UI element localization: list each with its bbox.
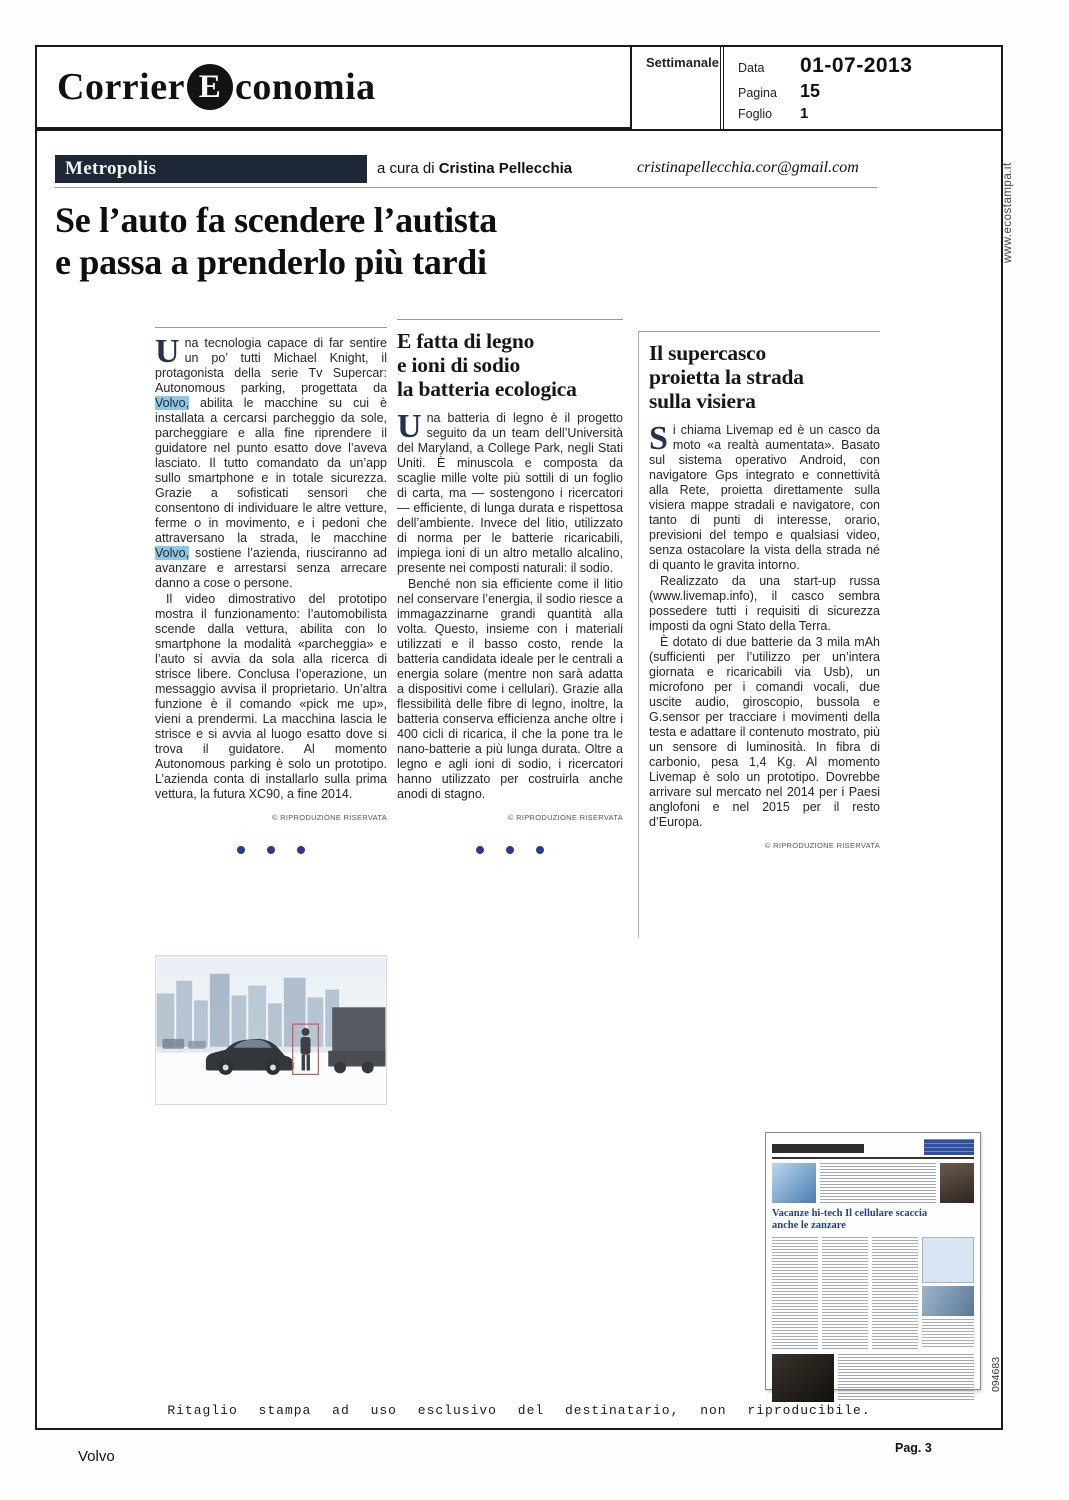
thumbnail-headline: Vacanze hi-tech Il cellulare scaccia anche le zanzare (772, 1208, 928, 1232)
headline-line: e passa a prenderlo più tardi (55, 242, 487, 283)
section-band: Metropolis (55, 155, 367, 183)
thumbnail-text-column (822, 1237, 868, 1349)
brand-highlight: Volvo, (155, 396, 190, 410)
article-title-line: sulla visiera (649, 389, 756, 414)
thumbnail-topright-box (924, 1139, 974, 1155)
article-supercasco (638, 331, 880, 937)
article-title-line: proietta la strada (649, 365, 804, 390)
ecostampa-watermark: www.ecostampa.it (1002, 162, 1014, 263)
article-title-line: la batteria ecologica (397, 377, 577, 402)
thumbnail-small-photo (922, 1286, 974, 1316)
brand-highlight: Volvo, (155, 546, 190, 560)
dot (536, 846, 544, 854)
drop-cap: S (649, 420, 668, 458)
frequency-label: Settimanale (646, 55, 719, 70)
article-paragraph: È dotato di due batterie da 3 mila mAh (sufficienti per l’utilizzo per un’intera giornata e ricaricabili via Usb), un microfono per i comandi vocali, due uscite audio, giroscopio, bussola e G.sensor per tracciare i movimenti della testa e adattare il contenuto mostrato, più un sensore di luminosità. In fibra di carbonio, pesa 1,4 Kg. Al momento Livemap è solo un prototipo. Dovrebbe arrivare sul mercato nel 2014 per i Paesi anglofoni e nel 2015 per il resto d’Europa. (649, 635, 880, 830)
photo-wash-overlay (157, 956, 386, 1104)
curator-line (377, 160, 572, 177)
clipping-header-right (632, 47, 1001, 131)
main-headline (55, 199, 497, 283)
drop-cap: U (397, 408, 422, 446)
article-autonomous-parking (155, 327, 387, 858)
article-title-line: E fatta di legno (397, 329, 535, 353)
curator-name: Cristina Pellecchia (438, 160, 573, 177)
dot (506, 846, 514, 854)
related-page-thumbnail (765, 1132, 981, 1390)
article-body (649, 420, 880, 830)
dot (267, 846, 275, 854)
clipping-frame (35, 45, 1003, 1430)
clipping-meta-box (720, 47, 1001, 129)
copyright-credit: © RIPRODUZIONE RISERVATA (764, 841, 880, 851)
dot (297, 846, 305, 854)
meta-label: Foglio (738, 107, 773, 121)
thumbnail-photo-portrait (940, 1163, 974, 1203)
thumbnail-side-column (922, 1237, 974, 1349)
meta-value-sheet: 1 (800, 105, 809, 122)
copyright-credit: © RIPRODUZIONE RISERVATA (271, 813, 387, 822)
logo-prefix: Corrier (57, 66, 185, 108)
thumbnail-photo-dark (772, 1354, 834, 1402)
article-photo-snow-car (155, 955, 387, 1105)
dot (476, 846, 484, 854)
end-of-article-dots (155, 843, 387, 858)
header-rule (55, 187, 877, 188)
thumbnail-text-column (872, 1237, 918, 1349)
thumbnail-photo-laptop (772, 1163, 816, 1203)
article-paragraph: Si chiama Livemap ed è un casco da moto «a realtà aumentata». Basato sul sistema operativo Android, con navigatore Gps integrato e connettività alla Rete, proietta direttamente sulla visiera mappe stradali e navigatore, con tanto di punti di interesse, orario, previsioni del tempo e qualsiasi video, senza ostacolare la vista della strada né di quanto le gravita intorno. (649, 420, 880, 573)
logo-e-monogram: E (187, 64, 233, 110)
meta-value-page: 15 (800, 81, 821, 101)
thumbnail-table-block (922, 1237, 974, 1283)
article-body (397, 408, 623, 802)
meta-row-sheet (738, 105, 1001, 122)
clipping-page-ref: Pag. 3 (895, 1441, 932, 1455)
meta-row-page (738, 81, 1001, 102)
article-title (397, 329, 623, 401)
article-title-line: e ioni di sodio (397, 353, 521, 378)
curator-email: cristinapellecchia.cor@gmail.com (637, 159, 859, 176)
thumbnail-body (772, 1237, 974, 1349)
newspaper-masthead (37, 47, 632, 131)
meta-row-data (738, 54, 1001, 78)
article-wood-battery (397, 319, 623, 858)
article-paragraph: Il video dimostrativo del prototipo mostra il funzionamento: l’automobilista scende dalla vettura, abilita con lo smartphone la modalità «parcheggia» e l’auto si avvia da sola alla ricerca di strisce libere. Conclusa l’operazione, un messaggio avvisa il proprietario. Un’altra funzione è il comando «pick me up», vieni a prendermi. La macchina lascia le strisce e si avvia al luogo esatto dove si trova il guidatore. Al momento Autonomous parking è solo un prototipo. L’azienda conta di installarlo sulla prima vettura, la futura XC90, a fine 2014. (155, 592, 387, 801)
end-of-article-dots (397, 843, 623, 858)
dot (237, 846, 245, 854)
drop-cap: U (155, 333, 180, 370)
thumbnail-bottom-row (772, 1354, 974, 1402)
article-paragraph: Realizzato da una start-up russa (www.livemap.info), il casco sembra possedere tutti i requisiti di sicurezza imposti da ogni Stato della Terra. (649, 574, 880, 634)
logo-suffix: conomia (234, 66, 376, 108)
thumbnail-text-lines (922, 1319, 974, 1349)
thumbnail-text-lines (820, 1163, 936, 1203)
thumbnail-text-lines (838, 1354, 974, 1402)
clipping-code: 094683 (990, 1356, 1002, 1392)
clipping-subject-label: Volvo (78, 1448, 115, 1465)
article-paragraph: Una tecnologia capace di far sentire un po’ tutti Michael Knight, il protagonista della serie Tv Supercar: Autonomous parking, progettata da Volvo, abilita le macchine su cui è installata a cercarsi parcheggio da sole, parcheggiare e alla fine riprendere il guidatore nel punto esatto dove l’aveva lasciato. Il tutto comandato da un’app sullo smartphone e in totale sicurezza. Grazie a sofisticati sensori che consentono di individuare le altre vetture, ferme o in movimento, e i pedoni che attraversano la strada, le macchine Volvo, sostiene l’azienda, riusciranno ad avanzare e arrestarsi senza arrecare danno a cose o persone. (155, 333, 387, 590)
reproduction-notice: Ritaglio stampa ad uso esclusivo del destinatario, non riproducibile. (167, 1403, 871, 1418)
article-body (155, 333, 387, 802)
meta-label: Data (738, 61, 765, 75)
thumbnail-masthead-title (772, 1144, 864, 1153)
newspaper-logo (57, 64, 376, 110)
meta-value-date: 01-07-2013 (800, 54, 913, 77)
article-title-line: Il supercasco (649, 341, 767, 365)
article-paragraph: Una batteria di legno è il progetto seguito da un team dell’Università del Maryland, a College Park, negli Stati Uniti. È minuscola e composta da scaglie mille volte più sottili di un foglio di carta, ma — sostengono i ricercatori — efficiente, di lunga durata e rispettosa dell’ambiente. Invece del litio, utilizzato di norma per le batterie ricaricabili, impiega ioni di un altro metallo alcalino, presente nei composti naturali: il sodio. (397, 408, 623, 576)
thumbnail-masthead (772, 1139, 974, 1159)
copyright-credit: © RIPRODUZIONE RISERVATA (507, 813, 623, 823)
thumbnail-top-row (772, 1163, 974, 1203)
meta-label: Pagina (738, 86, 777, 100)
article-title (649, 341, 880, 413)
article-paragraph: Benché non sia efficiente come il litio nel conservare l’energia, il sodio riesce a immagazzinarne grandi quantità alla volta. Questo, insieme con i materiali utilizzati e il basso costo, rende la batteria candidata ideale per le centrali a energia solare (mentre non sarà adatta a dispositivi come i cellulari). Grazie alla flessibilità delle fibre di legno, inoltre, la batteria conserva efficienza anche oltre i 400 cicli di ricarica, il che la pone tra le nano-batterie a più lunga durata. Oltre a legno e agli ioni di sodio, i ricercatori hanno utilizzato per costruirla anche anodi di stagno. (397, 577, 623, 802)
thumbnail-text-column (772, 1237, 818, 1349)
headline-line: Se l’auto fa scendere l’autista (55, 200, 497, 240)
curator-prefix: a cura di (377, 160, 435, 177)
